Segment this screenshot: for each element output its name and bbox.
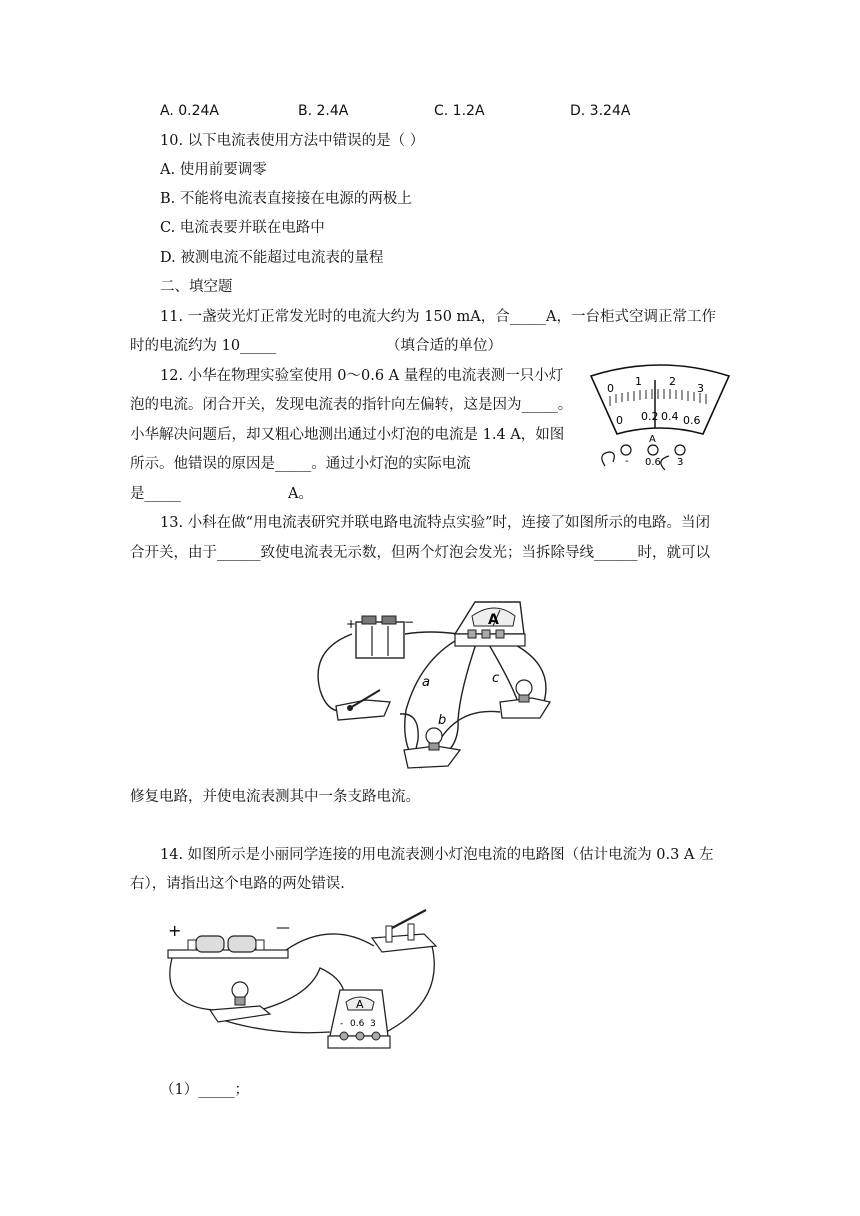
wire-label-a: a (422, 675, 430, 690)
q12-line5b: A。 (288, 486, 313, 502)
dial-top-tick-3: 3 (697, 382, 704, 395)
ammeter-terminal-neg: - (340, 1019, 344, 1029)
q11-line1: 11. 一盏荧光灯正常发光时的电流大约为 150 mA，合_____A，一台柜式空调正常工作 (160, 309, 717, 325)
q13-line2: 合开关，由于______致使电流表无示数，但两个灯泡会发光；当拆除导线______时，就可以 (130, 545, 710, 561)
dial-bottom-tick-0: 0 (616, 414, 623, 427)
q12-line4: 所示。他错误的原因是_____。通过小灯泡的实际电流 (130, 456, 471, 472)
battery-icon (356, 616, 404, 658)
q14-circuit-figure (160, 906, 450, 1066)
q9-option-a: A. 0.24A (160, 103, 219, 119)
q14-line2: 右），请指出这个电路的两处错误. (130, 876, 345, 892)
q9-option-b: B. 2.4A (298, 103, 349, 119)
dial-top-tick-2: 2 (669, 375, 676, 388)
dial-unit-label: A (649, 434, 656, 445)
dial-terminal-neg: - (625, 456, 629, 467)
dial-bottom-tick-1: 0.2 (641, 410, 659, 423)
battery-plus-label: + (346, 617, 357, 631)
q10-option-b: B. 不能将电流表直接接在电源的两极上 (160, 191, 412, 207)
q14-line1: 14. 如图所示是小丽同学连接的用电流表测小灯泡电流的电路图（估计电流为 0.3 A 左 (160, 847, 714, 863)
ammeter-label: A (488, 612, 499, 628)
q9-option-c: C. 1.2A (434, 103, 485, 119)
dial-terminal-3: 3 (677, 457, 684, 468)
q12-ammeter-dial-figure (585, 358, 735, 473)
q10-stem: 10. 以下电流表使用方法中错误的是（ ） (160, 133, 425, 149)
ammeter-label: A (356, 998, 364, 1011)
lamp-icon (404, 728, 460, 768)
dial-top-tick-1: 1 (635, 375, 642, 388)
lamp-icon (500, 680, 550, 718)
ammeter-terminal-06: 0.6 (350, 1019, 365, 1029)
dial-bottom-tick-3: 0.6 (683, 414, 701, 427)
q10-option-a: A. 使用前要调零 (160, 162, 267, 178)
q11-line2b: （填合适的单位） (386, 338, 502, 354)
dial-bottom-tick-2: 0.4 (661, 410, 679, 423)
terminal-neg-icon (621, 445, 631, 455)
battery-minus-label: − (404, 615, 415, 629)
battery-pack-icon (168, 936, 288, 958)
q12-line3: 小华解决问题后，却又粗心地测出通过小灯泡的电流是 1.4 A，如图 (130, 427, 565, 443)
q10-option-c: C. 电流表要并联在电路中 (160, 220, 325, 236)
q12-line1: 12. 小华在物理实验室使用 0～0.6 A 量程的电流表测一只小灯 (160, 368, 564, 384)
section-title: 二、填空题 (160, 279, 233, 295)
terminal-3-icon (675, 445, 685, 455)
q13-line3: 修复电路，并使电流表测其中一条支路电流。 (130, 789, 420, 805)
dial-terminal-06: 0.6 (645, 457, 661, 468)
q9-option-d: D. 3.24A (570, 103, 631, 119)
q12-line5a: 是_____ (130, 486, 181, 502)
ammeter-terminal-3: 3 (370, 1019, 376, 1029)
wire-label-b: b (438, 713, 447, 728)
lamp-icon (210, 982, 270, 1022)
q13-line1: 13. 小科在做“用电流表研究并联电路电流特点实验”时，连接了如图所示的电路。当闭 (160, 515, 710, 531)
q12-line2: 泡的电流。闭合开关，发现电流表的指针向左偏转，这是因为_____。 (130, 397, 573, 413)
q14-answer-1: （1）_____； (160, 1082, 249, 1098)
switch-icon (336, 690, 390, 720)
terminal-06-icon (648, 445, 658, 455)
q13-circuit-figure (310, 590, 575, 790)
battery-plus-label: + (168, 921, 182, 940)
dial-top-tick-0: 0 (607, 382, 614, 395)
q11-line2a: 时的电流约为 10_____ (130, 338, 277, 354)
battery-minus-label: — (276, 920, 290, 936)
q10-option-d: D. 被测电流不能超过电流表的量程 (160, 250, 384, 266)
switch-icon (372, 910, 436, 952)
wire-label-c: c (492, 671, 500, 686)
